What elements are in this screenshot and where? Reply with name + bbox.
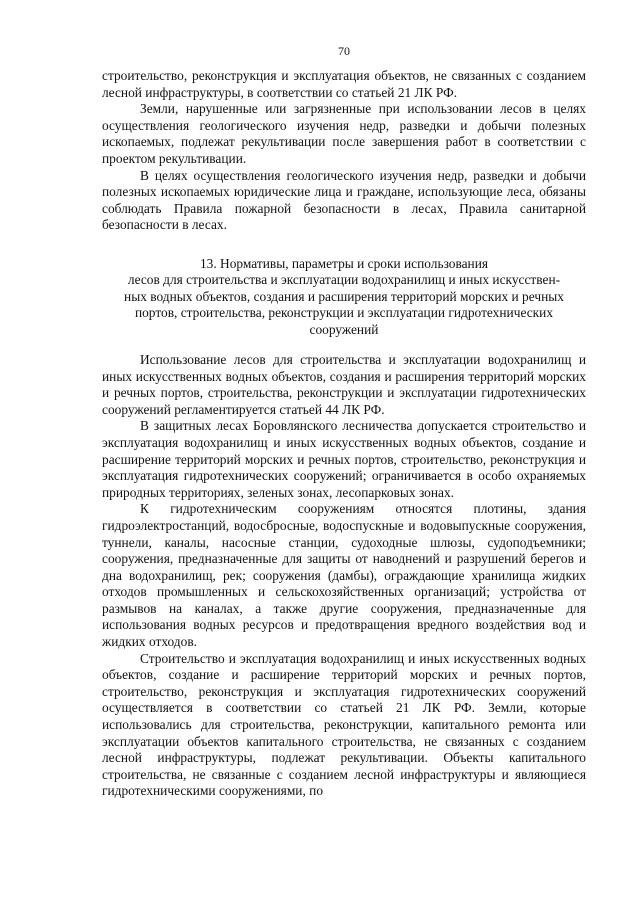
section-title-line: лесов для строительства и эксплуатации водохранилищ и иных искусствен- (127, 272, 561, 288)
paragraph-protective-forests: В защитных лесах Боровлянского лесничества допускается строительство и эксплуатация водохранилищ и иных искусственных водных объектов, создание и расширение территорий морских и речных портов, строительство, реконструкция и эксплуатация гидротехнических сооружений; ограничивается в особо охраняемых природных территориях, зеленых зонах, лесопарковых зонах. (102, 418, 586, 500)
document-page (102, 44, 586, 800)
paragraph-reclamation: Земли, нарушенные или загрязненные при использовании лесов в целях осуществления геологического изучения недр, разведки и добычи полезных ископаемых, подлежат рекультивации после завершения работ в соответствии с проектом рекультивации. (102, 101, 586, 166)
page-number: 70 (338, 44, 350, 58)
paragraph-continuation: строительство, реконструкция и эксплуатация объектов, не связанных с созданием лесной инфраструктуры, в соответствии со статьей 21 ЛК РФ. (102, 68, 586, 100)
paragraph-fire-safety: В целях осуществления геологического изучения недр, разведки и добычи полезных ископаемых юридические лица и граждане, использующие леса, обязаны соблюдать Правила пожарной безопасности в лесах, Правила санитарной безопасности в лесах. (102, 167, 586, 233)
paragraph-regulation: Использование лесов для строительства и эксплуатации водохранилищ и иных искусственных водных объектов, создания и расширения территорий морских и речных портов, строительства, реконструкции и эксплуатации гидротехнических сооружений регламентируется статьей 44 ЛК РФ. (102, 351, 586, 417)
section-title-line: сооружений (309, 321, 379, 337)
paragraph-construction-rules: Строительство и эксплуатация водохранилищ и иных искусственных водных объектов, создание и расширение территорий морских и речных портов, строительство, реконструкция и эксплуатация гидротехнических сооружений осуществляется в соответствии со статьей 21 ЛК РФ. Земли, которые использовались для строительства, реконструкции, капитального ремонта или эксплуатации объектов капитального строительства, не связанных с созданием лесной инфраструктуры, подлежат рекультивации. Объекты капитального строительства, не связанные с созданием лесной инфраструктуры и являющиеся гидротехническими сооружениями, по (102, 650, 586, 799)
section-title-line: ных водных объектов, создания и расширения территорий морских и речных (124, 288, 564, 304)
section-title (112, 256, 576, 338)
section-title-line: 13. Нормативы, параметры и сроки использования (199, 255, 489, 271)
section-title-line: портов, строительства, реконструкции и эксплуатации гидротехнических (134, 305, 554, 321)
paragraph-hydraulic-structures: К гидротехническим сооружениям относятся плотины, здания гидроэлектростанций, водосбросные, водоспускные и водовыпускные сооружения, туннели, каналы, насосные станции, судоходные шлюзы, судоподъемники; сооружения, предназначенные для защиты от наводнений и разрушений берегов и дна водохранилищ, рек; сооружения (дамбы), ограждающие хранилища жидких отходов промышленных и сельскохозяйственных организаций; устройства от размывов на каналах, а также другие сооружения, предназначенные для использования водных ресурсов и предотвращения вредного воздействия вод и жидких отходов. (102, 501, 586, 650)
